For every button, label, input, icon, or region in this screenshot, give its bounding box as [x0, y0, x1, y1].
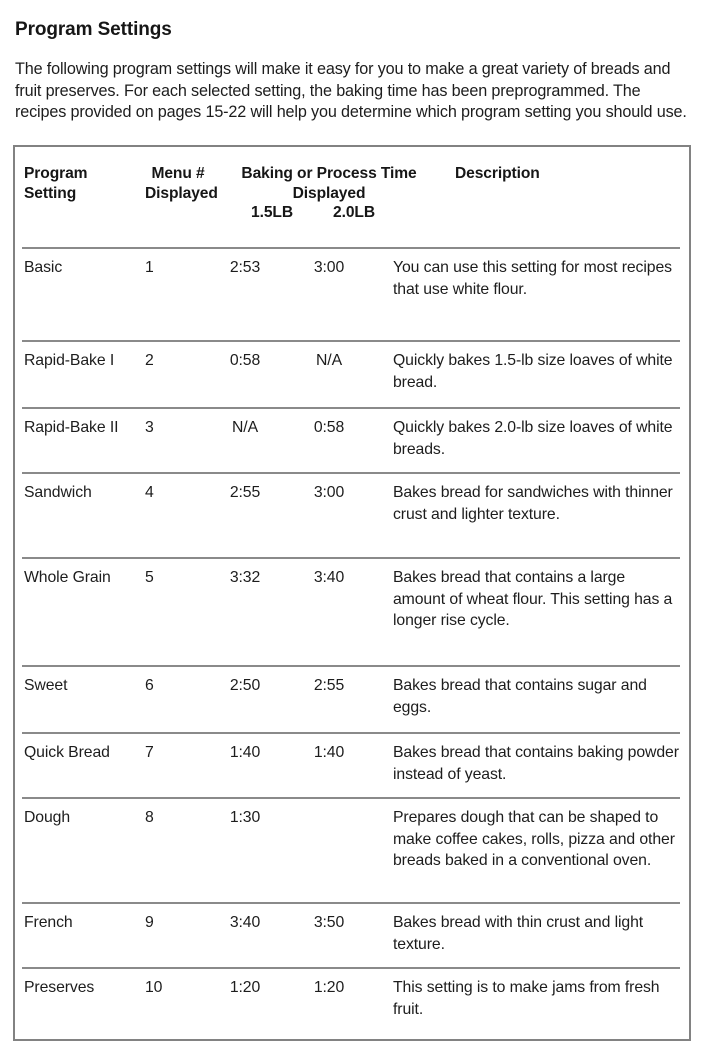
table-header-row — [15, 147, 689, 241]
intro-paragraph: The following program settings will make it easy for you to make a great variety of breads and fruit preserves. For each selected setting, the baking time has been preprogrammed. The recipes provided on pages 15-22 will help you determine which program setting you should use. — [15, 60, 687, 122]
cell-program-setting: Preserves — [24, 979, 95, 996]
column-header-time-line1: Baking or Process Time — [241, 165, 417, 182]
cell-program-setting: Rapid-Bake I — [24, 352, 115, 369]
column-header-program-setting-line2: Setting — [24, 184, 77, 202]
row-separator — [22, 247, 680, 249]
row-separator — [22, 967, 680, 969]
cell-time-2-0lb: 0:58 — [313, 419, 345, 436]
cell-program-setting: Quick Bread — [24, 744, 110, 761]
row-separator — [22, 472, 680, 474]
cell-time-1-5lb: N/A — [231, 419, 259, 436]
page-title: Program Settings — [15, 18, 172, 40]
cell-time-2-0lb: 3:00 — [313, 484, 345, 501]
cell-description: Prepares dough that can be shaped to make coffee cakes, rolls, pizza and other breads baked in a conventional oven. — [393, 809, 675, 869]
cell-time-2-0lb: 3:00 — [313, 259, 345, 276]
cell-program-setting: Sandwich — [24, 484, 92, 501]
cell-time-1-5lb: 0:58 — [229, 352, 261, 369]
row-separator — [22, 557, 680, 559]
cell-description: You can use this setting for most recipes that use white flour. — [393, 259, 672, 298]
cell-description: Bakes bread that contains baking powder instead of yeast. — [393, 744, 679, 783]
column-header-time-line2: Displayed — [292, 184, 366, 202]
row-separator — [22, 732, 680, 734]
cell-menu-number: 7 — [145, 744, 154, 761]
program-settings-table — [13, 145, 691, 1041]
cell-time-1-5lb: 1:30 — [229, 809, 261, 826]
row-separator — [22, 340, 680, 342]
cell-program-setting: Basic — [24, 259, 63, 276]
cell-menu-number: 10 — [145, 979, 163, 996]
cell-time-2-0lb: 3:50 — [313, 914, 345, 931]
cell-description: This setting is to make jams from fresh fruit. — [393, 979, 660, 1018]
cell-description: Bakes bread with thin crust and light texture. — [393, 914, 644, 953]
cell-program-setting: Whole Grain — [24, 569, 111, 586]
cell-time-1-5lb: 2:55 — [229, 484, 261, 501]
cell-menu-number: 2 — [145, 352, 154, 369]
column-header-menu-number — [145, 164, 218, 203]
column-header-menu-line1: Menu # — [151, 165, 205, 182]
cell-program-setting: Sweet — [24, 677, 68, 694]
column-header-unit-2-0lb: 2.0LB — [333, 204, 375, 221]
cell-program-setting: Dough — [24, 809, 71, 826]
column-header-time-units — [211, 203, 447, 223]
row-separator — [22, 902, 680, 904]
cell-time-1-5lb: 3:32 — [229, 569, 261, 586]
row-separator — [22, 797, 680, 799]
cell-description: Quickly bakes 1.5-lb size loaves of white bread. — [393, 352, 673, 391]
cell-description: Bakes bread that contains sugar and eggs. — [393, 677, 647, 716]
cell-description: Bakes bread for sandwiches with thinner crust and lighter texture. — [393, 484, 673, 523]
column-header-menu-line2: Displayed — [145, 184, 218, 202]
row-separator — [22, 665, 680, 667]
table-inner — [15, 147, 689, 1039]
cell-menu-number: 8 — [145, 809, 154, 826]
cell-time-2-0lb: N/A — [315, 352, 343, 369]
column-header-program-setting-line1: Program — [24, 165, 88, 182]
cell-menu-number: 3 — [145, 419, 154, 436]
cell-time-1-5lb: 1:40 — [229, 744, 261, 761]
cell-program-setting: Rapid-Bake II — [24, 419, 119, 436]
cell-menu-number: 9 — [145, 914, 154, 931]
cell-time-2-0lb: 1:40 — [313, 744, 345, 761]
cell-description: Bakes bread that contains a large amount of wheat flour. This setting has a longer rise cycle. — [393, 569, 673, 629]
cell-menu-number: 5 — [145, 569, 154, 586]
cell-menu-number: 6 — [145, 677, 154, 694]
cell-time-1-5lb: 2:53 — [229, 259, 261, 276]
column-header-program-setting — [24, 164, 152, 203]
cell-menu-number: 4 — [145, 484, 154, 501]
cell-time-2-0lb: 1:20 — [313, 979, 345, 996]
row-separator — [22, 407, 680, 409]
cell-menu-number: 1 — [145, 259, 154, 276]
cell-time-2-0lb: 3:40 — [313, 569, 345, 586]
column-header-unit-1-5lb: 1.5LB — [251, 204, 293, 221]
cell-time-1-5lb: 1:20 — [229, 979, 261, 996]
column-header-time — [211, 164, 447, 223]
cell-description: Quickly bakes 2.0-lb size loaves of white breads. — [393, 419, 673, 458]
cell-time-1-5lb: 2:50 — [229, 677, 261, 694]
column-header-description: Description — [455, 165, 540, 182]
cell-time-1-5lb: 3:40 — [229, 914, 261, 931]
cell-program-setting: French — [24, 914, 73, 931]
cell-time-2-0lb: 2:55 — [313, 677, 345, 694]
